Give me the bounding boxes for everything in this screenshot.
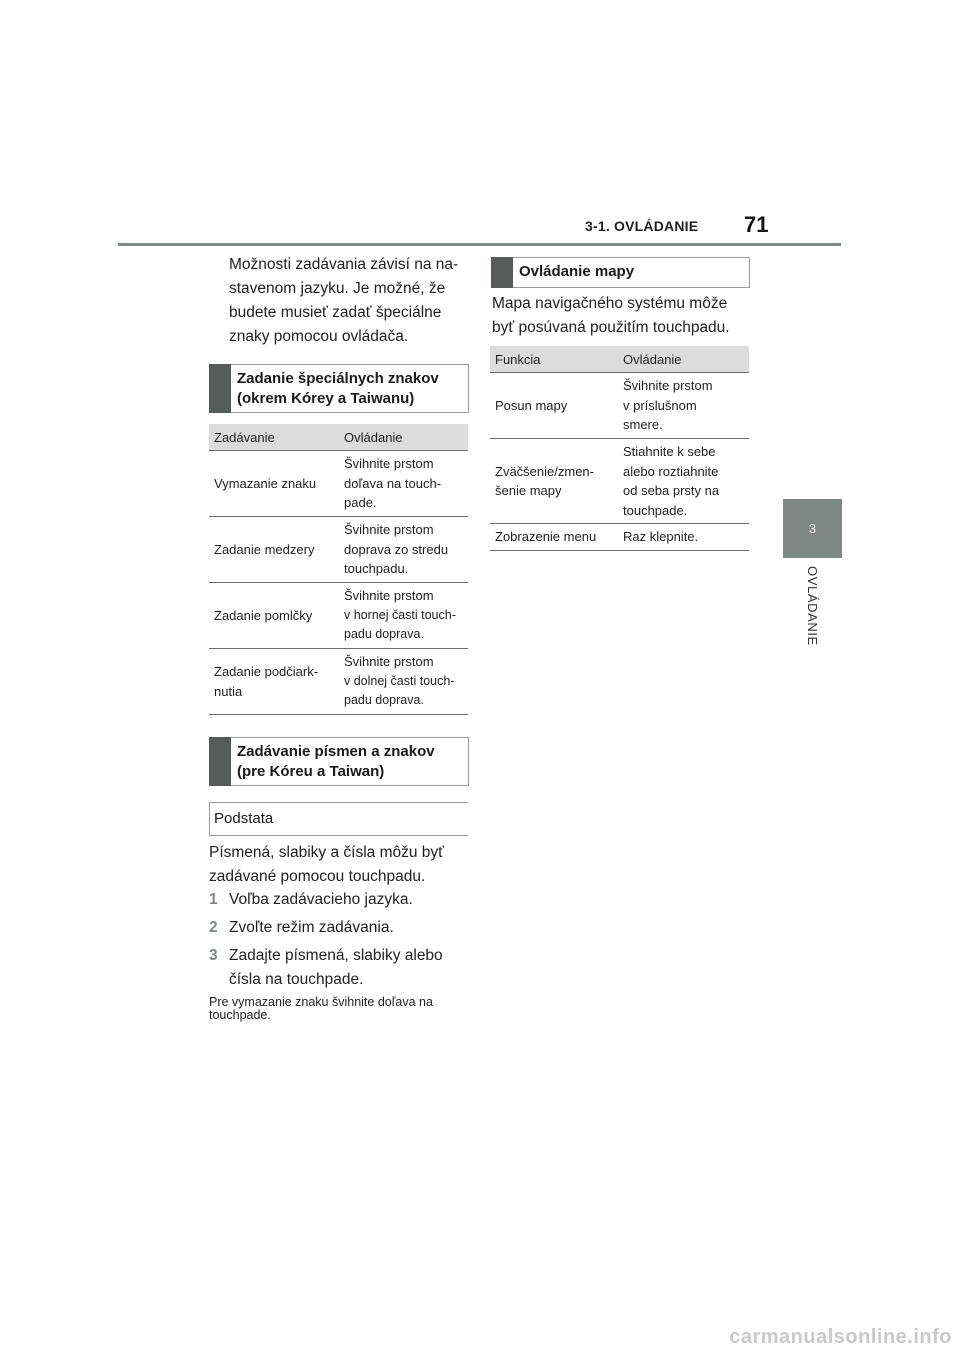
text-line: zadávané pomocou touchpadu. bbox=[209, 868, 426, 885]
section-heading-map bbox=[491, 257, 750, 288]
section-title bbox=[237, 369, 439, 409]
list-item bbox=[209, 916, 474, 940]
title-line: Zadávanie písmen a znakov bbox=[237, 743, 435, 760]
table-row bbox=[209, 451, 468, 517]
page-number: 71 bbox=[744, 212, 769, 237]
step-text: Zadajte písmená, slabiky alebo bbox=[229, 947, 443, 964]
heading-bar bbox=[491, 257, 513, 288]
text-line: Mapa navigačného systému môže bbox=[492, 295, 728, 312]
list-item bbox=[209, 888, 474, 912]
special-characters-table bbox=[209, 424, 468, 715]
control-cell: Švihnite prstom v hornej časti touch- padu doprava. bbox=[339, 583, 468, 649]
heading-bar bbox=[209, 364, 231, 413]
subheading-podstata: Podstata bbox=[209, 802, 468, 836]
control-cell: Raz klepnite. bbox=[618, 524, 749, 551]
map-control-table bbox=[490, 346, 749, 551]
chapter-label bbox=[802, 566, 826, 666]
column-header: Ovládanie bbox=[618, 346, 749, 373]
column-header: Funkcia bbox=[490, 346, 618, 373]
letters-paragraph bbox=[209, 841, 474, 889]
chapter-number: 3 bbox=[808, 521, 817, 536]
input-cell: Zadanie pomlčky bbox=[209, 583, 339, 649]
control-cell: Stiahnite k sebe alebo roztiahnite od seba prsty na touchpade. bbox=[618, 439, 749, 524]
step-number: 1 bbox=[209, 891, 218, 908]
input-cell: Zadanie medzery bbox=[209, 517, 339, 583]
function-cell: Zväčšenie/zmen- šenie mapy bbox=[490, 439, 618, 524]
column-header: Zadávanie bbox=[209, 424, 339, 451]
chapter-tab bbox=[783, 499, 842, 558]
table-row bbox=[209, 583, 468, 649]
note-text bbox=[209, 996, 474, 1022]
section-title bbox=[237, 742, 435, 782]
intro-line: znaky pomocou ovládača. bbox=[229, 328, 409, 345]
step-text: Zvoľte režim zadávania. bbox=[229, 919, 394, 936]
note-line: touchpade. bbox=[209, 1008, 271, 1022]
section-heading-letters bbox=[209, 737, 469, 786]
step-number: 2 bbox=[209, 919, 218, 936]
step-text: čísla na touchpade. bbox=[229, 971, 364, 988]
section-heading-special bbox=[209, 364, 469, 413]
input-cell: Vymazanie znaku bbox=[209, 451, 339, 517]
input-cell: Zadanie podčiark- nutia bbox=[209, 649, 339, 715]
title-line: (pre Kóreu a Taiwan) bbox=[237, 763, 385, 780]
map-paragraph bbox=[492, 292, 757, 340]
header-rule bbox=[118, 243, 841, 246]
control-cell: Švihnite prstom v dolnej časti touch- padu doprava. bbox=[339, 649, 468, 715]
step-number: 3 bbox=[209, 947, 218, 964]
table-header-row bbox=[490, 346, 749, 373]
title-line: Zadanie špeciálnych znakov bbox=[237, 370, 439, 387]
list-item bbox=[209, 944, 474, 992]
table-row bbox=[209, 517, 468, 583]
control-cell: Švihnite prstom v príslušnom smere. bbox=[618, 373, 749, 439]
table-row bbox=[209, 649, 468, 715]
table-header-row bbox=[209, 424, 468, 451]
heading-bar bbox=[209, 737, 231, 786]
note-line: Pre vymazanie znaku švihnite doľava na bbox=[209, 995, 433, 1009]
watermark: carmanualsonline.info bbox=[729, 1326, 952, 1348]
text-line: byť posúvaná použitím touchpadu. bbox=[492, 319, 730, 336]
function-cell: Posun mapy bbox=[490, 373, 618, 439]
table-row bbox=[490, 373, 749, 439]
control-cell: Švihnite prstom doľava na touch- pade. bbox=[339, 451, 468, 517]
steps-list bbox=[209, 888, 474, 992]
control-cell: Švihnite prstom doprava zo stredu touchpadu. bbox=[339, 517, 468, 583]
intro-line: stavenom jazyku. Je možné, že bbox=[229, 280, 446, 297]
step-text: Voľba zadávacieho jazyka. bbox=[229, 891, 413, 908]
intro-paragraph bbox=[229, 253, 474, 349]
title-line: (okrem Kórey a Taiwanu) bbox=[237, 390, 415, 407]
table-row bbox=[490, 439, 749, 524]
intro-line: budete musieť zadať špeciálne bbox=[229, 304, 442, 321]
intro-line: Možnosti zadávania závisí na na- bbox=[229, 256, 459, 273]
section-title: Ovládanie mapy bbox=[519, 263, 635, 280]
section-header: 3-1. OVLÁDANIE bbox=[585, 218, 699, 234]
column-header: Ovládanie bbox=[339, 424, 468, 451]
table-row bbox=[490, 524, 749, 551]
chapter-label-text: OVLÁDANIE bbox=[805, 566, 820, 646]
text-line: Písmená, slabiky a čísla môžu byť bbox=[209, 844, 444, 861]
function-cell: Zobrazenie menu bbox=[490, 524, 618, 551]
